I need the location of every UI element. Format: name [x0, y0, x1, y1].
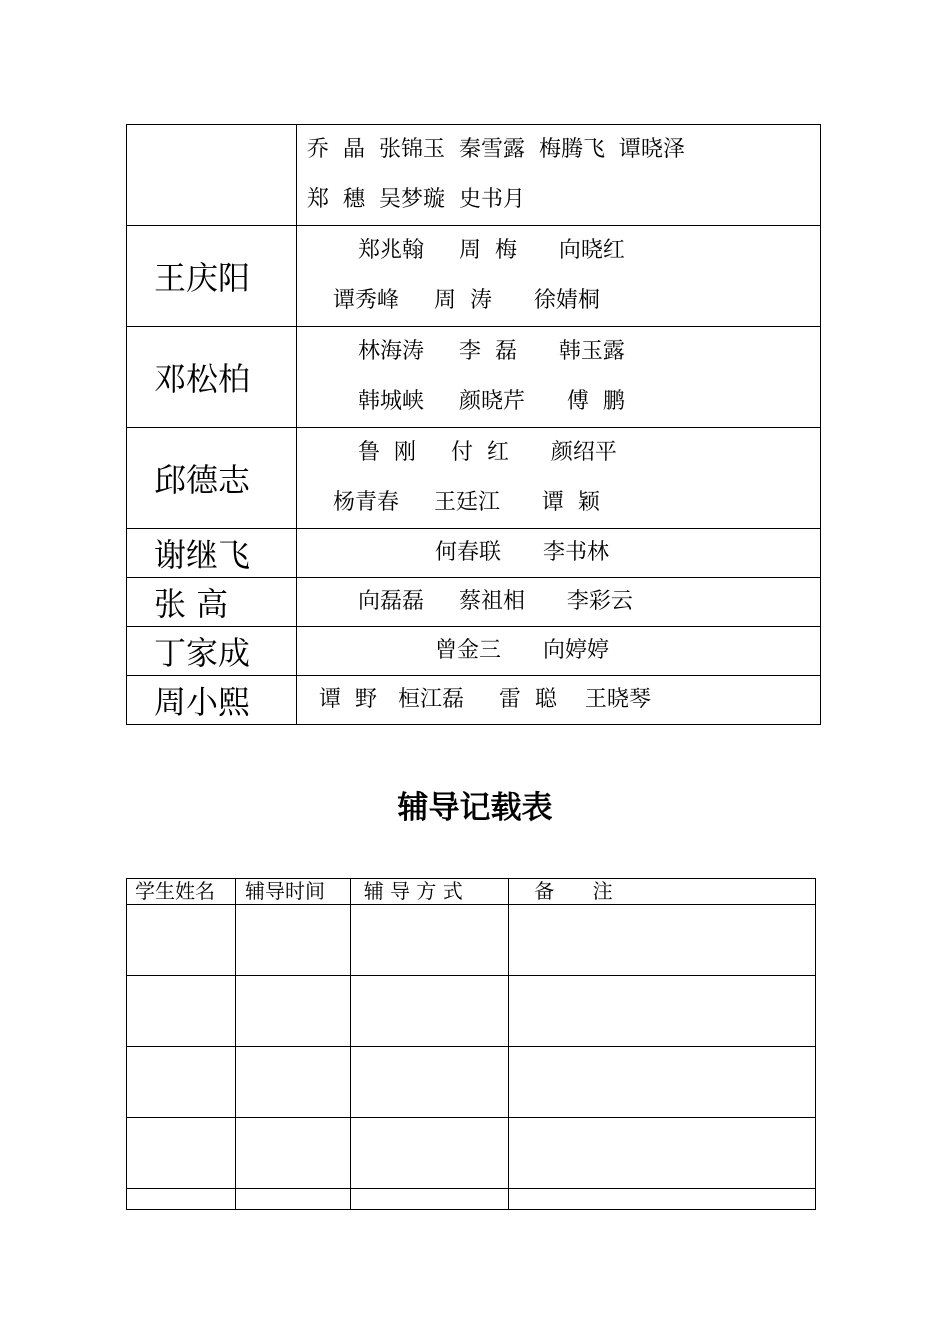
student-line: 杨青春 王廷江 谭 颖 — [333, 490, 600, 515]
student-line: 韩城峡 颜晓芹 傅 鹏 — [358, 389, 625, 414]
teacher-name: 邓松柏 — [127, 327, 297, 428]
tutoring-method-cell[interactable] — [351, 1047, 509, 1118]
student-line: 谭秀峰 周 涛 徐婧桐 — [333, 288, 600, 313]
group-row — [127, 627, 821, 676]
table-row — [127, 1047, 816, 1118]
tutoring-method-cell[interactable] — [351, 1189, 509, 1210]
table-row — [127, 976, 816, 1047]
student-line: 郑 穗 吴梦璇 史书月 — [307, 187, 525, 212]
student-line: 乔 晶 张锦玉 秦雪露 梅腾飞 谭晓泽 — [307, 137, 685, 162]
student-list — [297, 627, 821, 676]
remarks-cell[interactable] — [509, 905, 816, 976]
teacher-name: 谢继飞 — [127, 529, 297, 578]
teacher-name — [127, 125, 297, 226]
record-table-title: 辅导记载表 — [397, 790, 553, 826]
remarks-cell[interactable] — [509, 1118, 816, 1189]
group-row — [127, 327, 821, 428]
student-list — [297, 529, 821, 578]
teacher-name: 王庆阳 — [127, 226, 297, 327]
student-line: 郑兆翰 周 梅 向晓红 — [358, 238, 625, 263]
teacher-name: 周小熙 — [127, 676, 297, 725]
tutoring-time-cell[interactable] — [236, 976, 351, 1047]
student-name-cell[interactable] — [127, 976, 236, 1047]
student-line: 曾金三 向婷婷 — [435, 638, 609, 663]
student-line: 鲁 刚 付 红 颜绍平 — [358, 440, 617, 465]
table-row — [127, 1189, 816, 1210]
group-row — [127, 428, 821, 529]
student-line: 何春联 李书林 — [435, 540, 609, 565]
group-row — [127, 529, 821, 578]
student-line: 谭 野 桓江磊 雷 聪 王晓琴 — [319, 687, 651, 712]
tutoring-method-cell[interactable] — [351, 976, 509, 1047]
group-row — [127, 125, 821, 226]
header-row — [127, 879, 816, 905]
student-name-cell[interactable] — [127, 1189, 236, 1210]
column-header-tutoring-method: 辅 导 方 式 — [351, 879, 509, 905]
remarks-cell[interactable] — [509, 1189, 816, 1210]
tutoring-method-cell[interactable] — [351, 905, 509, 976]
group-row — [127, 578, 821, 627]
group-row — [127, 676, 821, 725]
table-row — [127, 1118, 816, 1189]
student-name-cell[interactable] — [127, 1047, 236, 1118]
tutoring-method-cell[interactable] — [351, 1118, 509, 1189]
group-row — [127, 226, 821, 327]
teacher-name: 邱德志 — [127, 428, 297, 529]
student-name-cell[interactable] — [127, 905, 236, 976]
student-list — [297, 226, 821, 327]
column-header-student-name: 学生姓名 — [127, 879, 236, 905]
remarks-cell[interactable] — [509, 976, 816, 1047]
column-header-tutoring-time: 辅导时间 — [236, 879, 351, 905]
student-list — [297, 125, 821, 226]
tutoring-time-cell[interactable] — [236, 1047, 351, 1118]
student-list — [297, 428, 821, 529]
student-group-table — [126, 124, 821, 725]
teacher-name: 张 高 — [127, 578, 297, 627]
table-row — [127, 905, 816, 976]
tutoring-time-cell[interactable] — [236, 1118, 351, 1189]
student-list — [297, 676, 821, 725]
teacher-name: 丁家成 — [127, 627, 297, 676]
student-line: 林海涛 李 磊 韩玉露 — [358, 339, 625, 364]
student-list — [297, 327, 821, 428]
student-name-cell[interactable] — [127, 1118, 236, 1189]
student-line: 向磊磊 蔡祖相 李彩云 — [358, 589, 633, 614]
remarks-cell[interactable] — [509, 1047, 816, 1118]
tutoring-time-cell[interactable] — [236, 1189, 351, 1210]
tutoring-record-table — [126, 878, 816, 1210]
student-list — [297, 578, 821, 627]
column-header-remarks: 备 注 — [509, 879, 816, 905]
tutoring-time-cell[interactable] — [236, 905, 351, 976]
